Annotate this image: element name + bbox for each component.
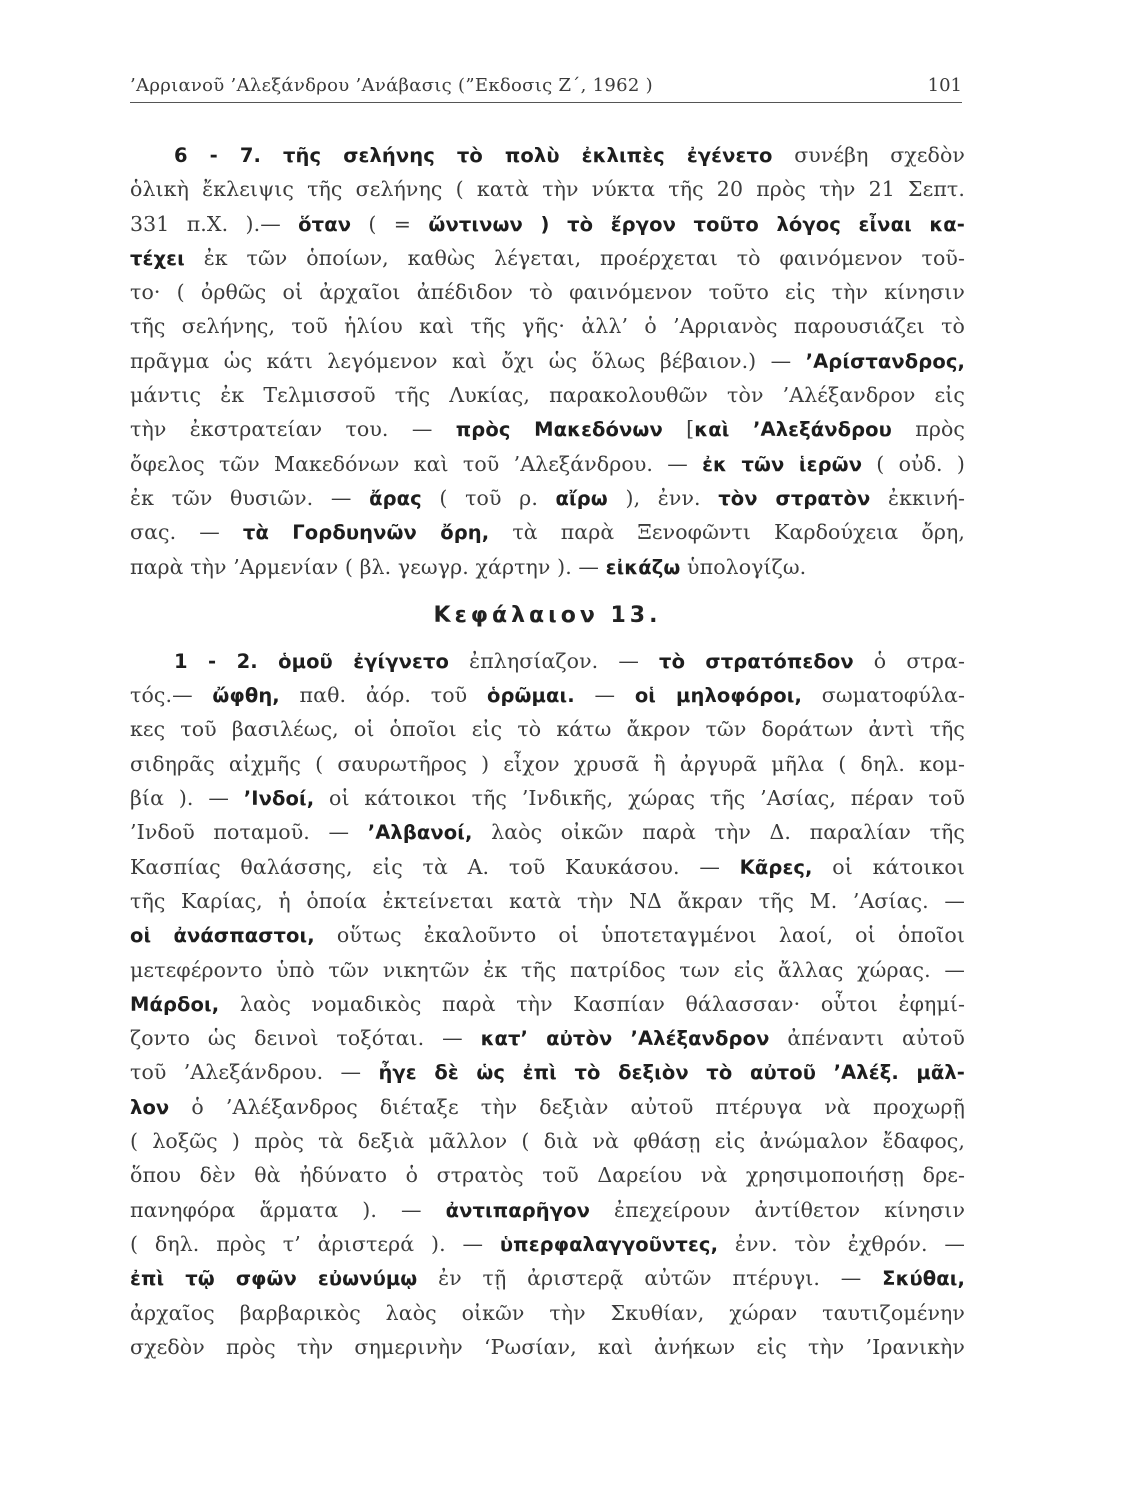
gloss-text: πρὸς — [891, 417, 965, 442]
lemma-term: καὶ ’Αλεξάνδρου — [694, 418, 892, 442]
lemma-term: Σκύθαι, — [882, 1267, 965, 1291]
text-line — [130, 1090, 965, 1124]
gloss-text: τός.— — [130, 683, 213, 708]
gloss-text: ἐκκινή- — [870, 485, 965, 510]
gloss-text: ’Ινδοῦ ποταμοῦ. — — [130, 820, 368, 845]
commentary-section-1 — [130, 138, 965, 584]
gloss-text: ὅπου δὲν θὰ ἠδύνατο ὁ στρατὸς τοῦ Δαρείου νὰ χρησιμοποιήσῃ δρε- — [130, 1163, 965, 1188]
gloss-text: λαὸς οἰκῶν παρὰ τὴν Δ. παραλίαν τῆς — [472, 820, 965, 845]
lemma-term: 1 - 2. ὁμοῦ ἐγίγνετο — [174, 649, 449, 673]
text-line — [130, 1124, 965, 1158]
text-line — [130, 1296, 965, 1330]
text-line — [130, 815, 965, 849]
gloss-text: ( οὐδ. ) — [862, 451, 965, 476]
lemma-term: Κᾶρες, — [739, 855, 813, 879]
gloss-text: κες τοῦ βασιλέως, οἱ ὁποῖοι εἰς τὸ κάτω ἄκρον τῶν δοράτων ἀντὶ τῆς — [130, 717, 965, 742]
text-line — [130, 987, 965, 1021]
gloss-text: ἐνν. τὸν ἐχθρόν. — — [718, 1231, 965, 1256]
text-line — [130, 1055, 965, 1089]
lemma-term: τέχει — [130, 246, 185, 270]
text-line — [130, 850, 965, 884]
lemma-term: ’Ινδοί, — [243, 787, 315, 811]
lemma-term: ὁρῶμαι. — [486, 684, 575, 708]
gloss-text: ), ἐνν. — [607, 485, 719, 510]
gloss-text: ὁ ’Αλέξανδρος διέταξε τὴν δεξιὰν αὐτοῦ πτέρυγα νὰ προχωρῇ — [169, 1094, 965, 1119]
gloss-text: ( λοξῶς ) πρὸς τὰ δεξιὰ μᾶλλον ( διὰ νὰ φθάσῃ εἰς ἀνώμαλον ἔδαφος, — [130, 1129, 965, 1154]
text-line — [130, 747, 965, 781]
gloss-text: ἐκ τῶν ὁποίων, καθὼς λέγεται, προέρχεται τὸ φαινόμενον τοῦ- — [184, 245, 965, 270]
commentary-body — [130, 138, 965, 1364]
text-line — [130, 378, 965, 412]
gloss-text: τῆς σελήνης, τοῦ ἡλίου καὶ τῆς γῆς· ἀλλ’ ὁ ’Αρριανὸς παρουσιάζει τὸ — [130, 314, 965, 339]
text-line — [130, 207, 965, 241]
gloss-text: [ — [662, 417, 695, 442]
lemma-term: ὅταν — [298, 212, 352, 236]
text-line — [130, 1021, 965, 1055]
lemma-term: οἱ ἀνάσπαστοι, — [130, 924, 315, 948]
gloss-text: ( = — [351, 211, 429, 236]
lemma-term: τὸν στρατὸν — [718, 486, 871, 510]
text-line — [130, 481, 965, 515]
gloss-text: παρὰ τὴν ’Αρμενίαν ( βλ. γεωγρ. χάρτην ). — — [130, 554, 606, 579]
gloss-text: σας. — — [130, 520, 243, 545]
gloss-text: σιδηρᾶς αἰχμῆς ( σαυρωτῆρος ) εἶχον χρυσᾶ ἢ ἀργυρᾶ μῆλα ( δηλ. κομ- — [130, 751, 965, 776]
lemma-term: τὰ Γορδυηνῶν ὄρη, — [242, 521, 490, 545]
gloss-text: συνέβη σχεδὸν — [772, 143, 965, 167]
text-line — [130, 918, 965, 952]
gloss-text: ὄφελος τῶν Μακεδόνων καὶ τοῦ ’Αλεξάνδρου. — — [130, 451, 703, 476]
lemma-term: ἐπὶ τῷ σφῶν εὐωνύμῳ — [130, 1267, 418, 1291]
lemma-term: ὤφθη, — [212, 684, 280, 708]
gloss-text: ὁ στρα- — [853, 648, 965, 673]
lemma-term: ἀντιπαρῆγον — [445, 1198, 591, 1222]
gloss-text: βία ). — — [130, 786, 244, 811]
gloss-text: ἀρχαῖος βαρβαρικὸς λαὸς οἰκῶν τὴν Σκυθίαν, χώραν ταυτιζομένην — [130, 1300, 965, 1325]
lemma-term: ’Αλβανοί, — [367, 821, 473, 845]
text-line — [130, 138, 965, 172]
lemma-term: ’Αρίστανδρος, — [805, 349, 965, 373]
gloss-text: ( δηλ. πρὸς τ’ ἀριστερά ). — — [130, 1231, 500, 1256]
gloss-text: τὴν ἐκστρατείαν του. — — [130, 417, 456, 442]
gloss-text: τὰ παρὰ Ξενοφῶντι Καρδούχεια ὄρη, — [489, 520, 965, 545]
text-line — [130, 550, 965, 584]
text-line — [130, 344, 965, 378]
text-line — [130, 412, 965, 446]
lemma-term: αἴρω — [555, 486, 608, 510]
text-line — [130, 309, 965, 343]
text-line — [130, 1330, 965, 1364]
lemma-term: κατ’ αὐτὸν ’Αλέξανδρον — [480, 1027, 770, 1051]
gloss-text: ἐκ τῶν θυσιῶν. — — [130, 485, 370, 510]
commentary-section-2 — [130, 644, 965, 1364]
gloss-text: ζοντο ὡς δεινοὶ τοξόται. — — [130, 1026, 481, 1051]
text-line — [130, 447, 965, 481]
text-line — [130, 275, 965, 309]
gloss-text: τοῦ ’Αλεξάνδρου. — — [130, 1060, 379, 1085]
gloss-text: ἐπεχείρουν ἀντίθετον κίνησιν — [590, 1197, 965, 1222]
lemma-term: πρὸς Μακεδόνων — [455, 418, 663, 442]
gloss-text: 331 π.Χ. ).— — [130, 211, 299, 236]
text-line — [130, 515, 965, 549]
text-line — [130, 1193, 965, 1227]
lemma-term: οἱ μηλοφόροι, — [634, 684, 802, 708]
gloss-text: ὑπολογίζω. — [680, 554, 807, 579]
running-header — [130, 66, 962, 103]
lemma-term: ἦγε δὲ ὡς ἐπὶ τὸ δεξιὸν τὸ αὐτοῦ ’Αλέξ. μᾶλ- — [378, 1061, 965, 1085]
chapter-heading: Κεφάλαιον 13. — [433, 602, 662, 628]
lemma-term: λον — [130, 1095, 170, 1119]
text-line — [130, 644, 965, 678]
lemma-term: ὤντινων ) τὸ ἔργον τοῦτο λόγος εἶναι κα- — [428, 212, 965, 236]
lemma-term: εἰκάζω — [605, 555, 681, 579]
gloss-text: τῆς Καρίας, ἡ ὁποία ἐκτείνεται κατὰ τὴν ΝΔ ἄκραν τῆς Μ. ’Ασίας. — — [130, 888, 965, 913]
gloss-text: οἱ κάτοικοι τῆς ’Ινδικῆς, χώρας τῆς ’Ασίας, πέραν τοῦ — [314, 786, 965, 811]
gloss-text: σχεδὸν πρὸς τὴν σημερινὴν ‘Ρωσίαν, καὶ ἀνήκων εἰς τὴν ’Ιρανικὴν — [130, 1334, 965, 1359]
gloss-text: Κασπίας θαλάσσης, εἰς τὰ Α. τοῦ Καυκάσου. — — [130, 854, 740, 879]
gloss-text: ἐν τῇ ἀριστερᾷ αὐτῶν πτέρυγι. — — [417, 1266, 883, 1291]
lemma-term: 6 - 7. τῆς σελήνης τὸ πολὺ ἐκλιπὲς ἐγένετο — [174, 144, 773, 167]
text-line — [130, 1227, 965, 1261]
gloss-text: μετεφέροντο ὑπὸ τῶν νικητῶν ἐκ τῆς πατρίδος των εἰς ἄλλας χώρας. — — [130, 957, 965, 982]
lemma-term: τὸ στρατόπεδον — [659, 649, 854, 673]
text-line — [130, 781, 965, 815]
gloss-text: ( τοῦ ρ. — [421, 485, 556, 510]
gloss-text: το· ( ὀρθῶς οἱ ἀρχαῖοι ἀπέδιδον τὸ φαινόμενον τοῦτο εἰς τὴν κίνησιν — [130, 280, 965, 305]
text-line — [130, 1261, 965, 1295]
text-line — [130, 712, 965, 746]
lemma-term: Μάρδοι, — [130, 992, 220, 1016]
header-title: ’Αρριανοῦ ’Αλεξάνδρου ’Ανάβασις (”Εκδοσις Ζ΄, 1962 ) — [130, 75, 653, 96]
text-line — [130, 241, 965, 275]
gloss-text: πανηφόρα ἅρματα ). — — [130, 1197, 446, 1222]
gloss-text: οἱ κάτοικοι — [812, 854, 965, 879]
text-line — [130, 678, 965, 712]
gloss-text: — — [574, 683, 635, 708]
gloss-text: πρᾶγμα ὡς κάτι λεγόμενον καὶ ὄχι ὡς ὅλως βέβαιον.) — — [130, 348, 806, 373]
page-number: 101 — [927, 75, 962, 96]
gloss-text: μάντις ἐκ Τελμισσοῦ τῆς Λυκίας, παρακολουθῶν τὸν ’Αλέξανδρον εἰς — [130, 383, 965, 408]
gloss-text: ἀπέναντι αὐτοῦ — [769, 1026, 965, 1051]
lemma-term: ὑπερφαλαγγοῦντες, — [499, 1232, 719, 1256]
text-line — [130, 1158, 965, 1192]
text-line — [130, 884, 965, 918]
gloss-text: οὕτως ἐκαλοῦντο οἱ ὑποτεταγμένοι λαοί, οἱ ὁποῖοι — [314, 923, 965, 948]
gloss-text: ὁλικὴ ἔκλειψις τῆς σελήνης ( κατὰ τὴν νύκτα τῆς 20 πρὸς τὴν 21 Σεπτ. — [130, 177, 965, 202]
gloss-text: λαὸς νομαδικὸς παρὰ τὴν Κασπίαν θάλασσαν· οὗτοι ἐφημί- — [219, 991, 965, 1016]
text-line — [130, 172, 965, 206]
gloss-text: παθ. ἀόρ. τοῦ — [279, 683, 487, 708]
lemma-term: ἐκ τῶν ἱερῶν — [702, 452, 863, 476]
lemma-term: ἄρας — [369, 486, 422, 510]
text-line — [130, 953, 965, 987]
gloss-text: ἐπλησίαζον. — — [449, 648, 660, 673]
gloss-text: σωματοφύλα- — [802, 683, 965, 708]
